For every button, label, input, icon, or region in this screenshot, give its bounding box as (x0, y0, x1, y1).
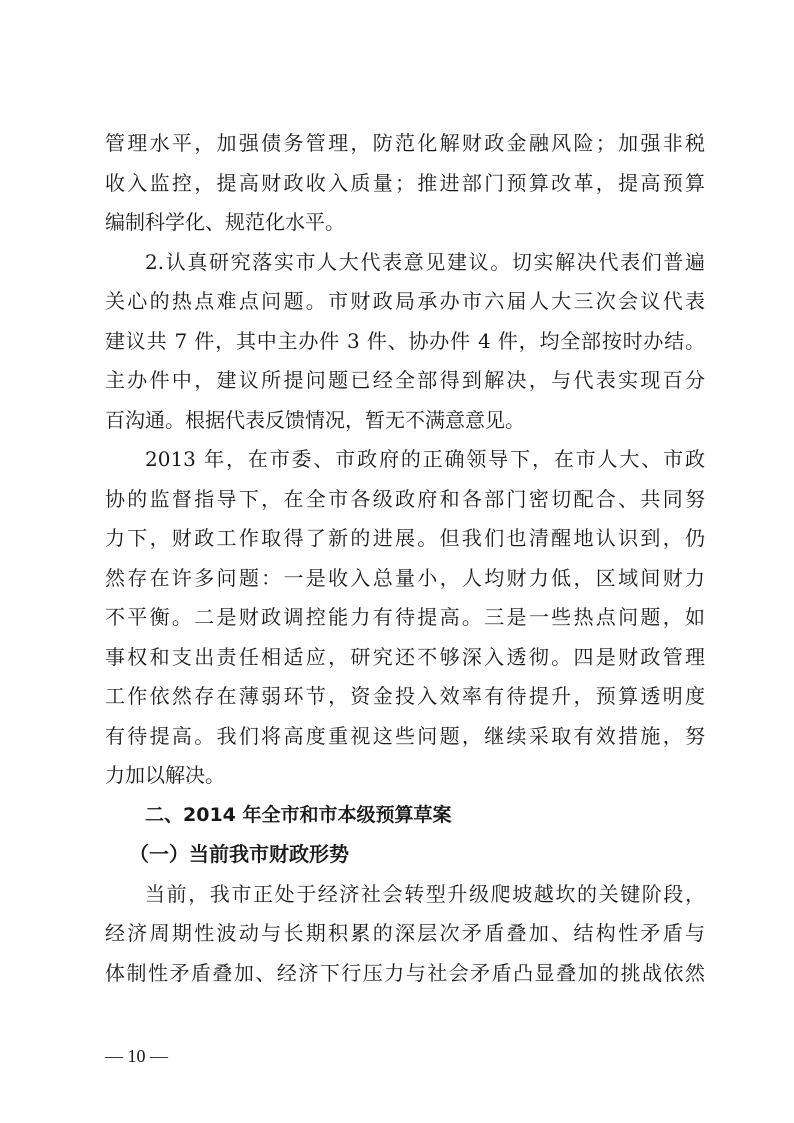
paragraph-line: 关心的热点难点问题。市财政局承办市六届人大三次会议代表 (105, 289, 705, 313)
paragraph-line: 不平衡。二是财政调控能力有待提高。三是一些热点问题，如 (105, 605, 705, 629)
paragraph-line: 收入监控，提高财政收入质量；推进部门预算改革，提高预算 (105, 170, 705, 195)
paragraph-line: 力下，财政工作取得了新的进展。但我们也清醒地认识到，仍 (105, 526, 705, 550)
paragraph-line: 工作依然存在薄弱环节，资金投入效率有待提升，预算透明度 (105, 684, 705, 708)
paragraph-line: 体制性矛盾叠加、经济下行压力与社会矛盾凸显叠加的挑战依然 (105, 960, 705, 985)
subsection-heading: （一）当前我市财政形势 (129, 842, 349, 866)
paragraph-line: 建议共 7 件，其中主办件 3 件、协办件 4 件，均全部按时办结。 (105, 328, 705, 353)
paragraph-line: 百沟通。根据代表反馈情况，暂无不满意意见。 (105, 407, 525, 432)
paragraph-line: 经济周期性波动与长期积累的深层次矛盾叠加、结构性矛盾与 (105, 921, 705, 945)
section-heading: 二、2014 年全市和市本级预算草案 (145, 803, 452, 826)
paragraph-line: 力加以解决。 (105, 763, 225, 787)
paragraph-line: 编制科学化、规范化水平。 (105, 210, 345, 234)
paragraph-line: 有待提高。我们将高度重视这些问题，继续采取有效措施，努 (105, 723, 705, 748)
paragraph-line: 主办件中，建议所提问题已经全部得到解决，与代表实现百分 (105, 368, 705, 392)
paragraph-line: 然存在许多问题：一是收入总量小，人均财力低，区域间财力 (105, 565, 705, 590)
page-number: — 10 — (105, 1046, 168, 1066)
paragraph-line: 事权和支出责任相适应，研究还不够深入透彻。四是财政管理 (105, 644, 705, 669)
paragraph-line: 2.认真研究落实市人大代表意见建议。切实解决代表们普遍 (145, 249, 705, 274)
paragraph-line: 2013 年，在市委、市政府的正确领导下，在市人大、市政 (145, 447, 705, 471)
body-text (105, 124, 705, 993)
paragraph-line: 协的监督指导下，在全市各级政府和各部门密切配合、共同努 (105, 486, 705, 511)
paragraph-line: 管理水平，加强债务管理，防范化解财政金融风险；加强非税 (105, 131, 705, 155)
paragraph-line: 当前，我市正处于经济社会转型升级爬坡越坎的关键阶段， (145, 881, 705, 906)
